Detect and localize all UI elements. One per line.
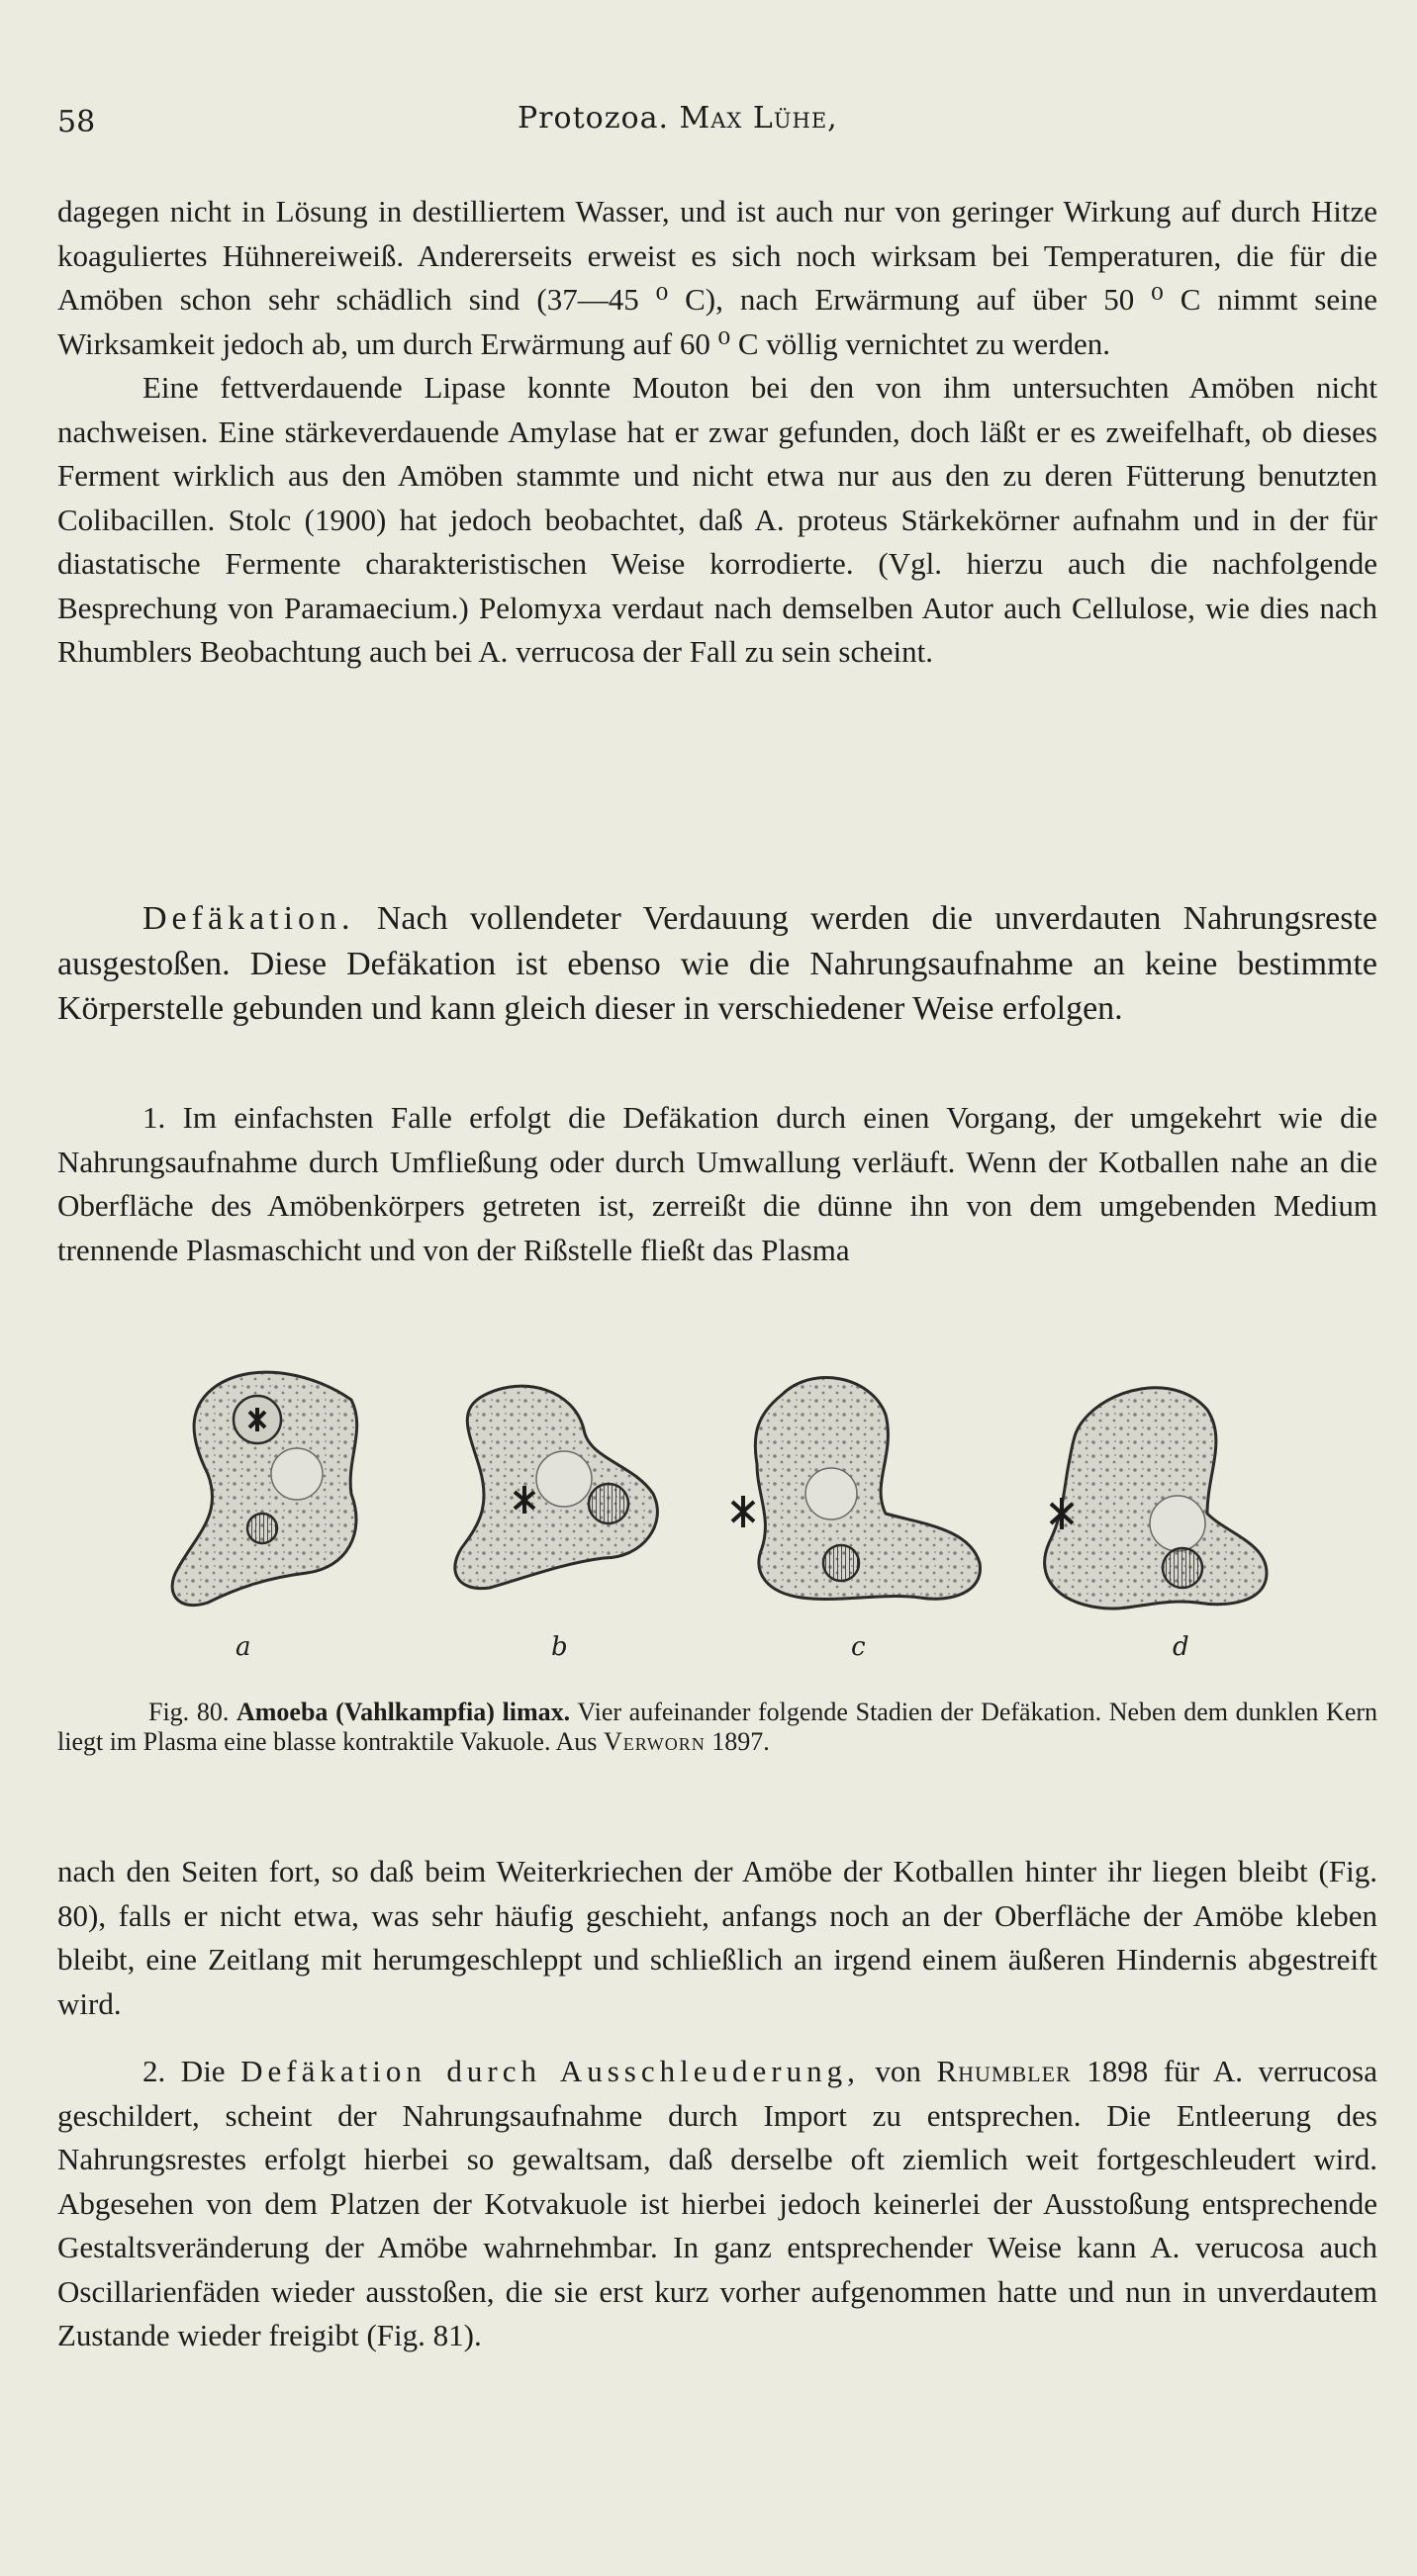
text-block-continuation	[57, 1850, 1377, 2026]
amoeba-illustration	[148, 1355, 1306, 1652]
paragraph-text: Nach vollendeter Verdauung werden die unverdauten Nahrungsreste ausgestoßen. Diese Defäkation ist ebenso wie die Nahrungsaufnahme an keine bestimmte Körperstelle gebunden und kann gleich dieser in verschiedener Weise erfolgen.	[57, 900, 1378, 1027]
paragraph: dagegen nicht in Lösung in destilliertem Wasser, und ist auch nur von geringer Wirkung auf durch Hitze koaguliertes Hühnereiweiß. Andererseits erweist es sich noch wirksam bei Temperaturen, die für die Amöben schon sehr schädlich sind (37—45 ⁰ C), nach Erwärmung auf über 50 ⁰ C nimmt seine Wirksamkeit jedoch ab, um durch Erwärmung auf 60 ⁰ C völlig vernichtet zu werden.	[57, 194, 1377, 361]
point-number: 2. Die	[142, 2054, 226, 2088]
point-mid: von	[875, 2054, 921, 2088]
paragraph: 1. Im einfachsten Falle erfolgt die Defäkation durch einen Vorgang, der umgekehrt wie die Nahrungsaufnahme durch Umfließung oder durch Umwallung verläuft. Wenn der Kotballen nahe an die Oberfläche des Amöbenkörpers getreten ist, zerreißt die dünne ihn von dem umgebenden Medium trennende Plasmaschicht und von der Rißstelle fließt das Plasma	[57, 1100, 1377, 1267]
figure-label-b: b	[551, 1632, 568, 1662]
caption-prefix: Fig. 80.	[148, 1698, 230, 1726]
amoeba-stage-b	[455, 1386, 658, 1588]
amoeba-stage-c	[732, 1378, 980, 1600]
author-name: Max Lühe,	[679, 101, 838, 136]
caption-species: Amoeba (Vahlkampfia) limax.	[236, 1698, 571, 1726]
figure-label-d: d	[1173, 1632, 1189, 1662]
amoeba-stage-d	[1045, 1388, 1267, 1609]
figure-label-c: c	[851, 1632, 866, 1662]
figure-label-a: a	[236, 1632, 251, 1662]
text-block-digestion	[57, 190, 1377, 675]
text-block-defaekation	[57, 896, 1377, 1032]
figure-caption	[57, 1698, 1377, 1757]
caption-author: Verworn	[603, 1727, 706, 1756]
page-number: 58	[57, 105, 96, 139]
paragraph	[57, 2050, 1377, 2358]
paragraph: Eine fettverdauende Lipase konnte Mouton bei den von ihm untersuchten Amöben nicht nachweisen. Eine stärkeverdauende Amylase hat er zwar gefunden, doch läßt er es zweifelhaft, ob dieses Ferment wirklich aus den Amöben stammte und nicht etwa nur aus den zu deren Fütterung benutzten Colibacillen. Stolc (1900) hat jedoch beobachtet, daß A. proteus Stärkekörner aufnahm und in der für diastatische Fermente charakteristischen Weise korrodierte. (Vgl. hierzu auch die nachfolgende Besprechung von Paramaecium.) Pelomyxa verdaut nach demselben Autor auch Cellulose, wie dies nach Rhumblers Beobachtung auch bei A. verrucosa der Fall zu sein scheint.	[57, 370, 1377, 669]
section-title: Protozoa.	[518, 101, 669, 136]
running-title	[518, 101, 838, 136]
text-block-point-1	[57, 1096, 1377, 1272]
point-author: Rhumbler	[936, 2054, 1072, 2088]
figure-80	[148, 1355, 1306, 1682]
running-header	[57, 95, 1358, 144]
caption-text: Vier aufeinander folgende Stadien der Defäkation. Neben dem dunklen Kern liegt im Plasma eine blasse kontraktile Vakuole. Aus	[57, 1698, 1378, 1756]
paragraph	[57, 896, 1377, 1032]
text-block-point-2	[57, 2050, 1377, 2358]
paragraph: nach den Seiten fort, so daß beim Weiterkriechen der Amöbe der Kotballen hinter ihr liegen bleibt (Fig. 80), falls er nicht etwa, was sehr häufig geschieht, anfangs noch an der Oberfläche der Amöbe kleben bleibt, eine Zeitlang mit herumgeschleppt und schließlich an irgend einem äußeren Hindernis abgestreift wird.	[57, 1854, 1377, 2021]
paragraph-text: 1898 für A. verrucosa geschildert, scheint der Nahrungsaufnahme durch Import zu entsprechen. Die Entleerung des Nahrungsrestes erfolgt hierbei so gewaltsam, daß derselbe oft ziemlich weit fortgeschleudert wird. Abgesehen von dem Platzen der Kotvakuole ist hierbei jedoch keinerlei der Ausstoßung entsprechende Gestaltsveränderung der Amöbe wahrnehmbar. In ganz entsprechender Weise kann A. verucosa auch Oscillarienfäden wieder ausstoßen, die sie erst kurz vorher aufgenommen hatte und nun in unverdautem Zustande wieder freigibt (Fig. 81).	[57, 2054, 1378, 2352]
section-heading: Defäkation.	[142, 900, 355, 937]
point-heading: Defäkation durch Ausschleuderung,	[240, 2054, 860, 2088]
amoeba-stage-a	[172, 1372, 357, 1605]
caption-year: 1897.	[711, 1727, 770, 1756]
